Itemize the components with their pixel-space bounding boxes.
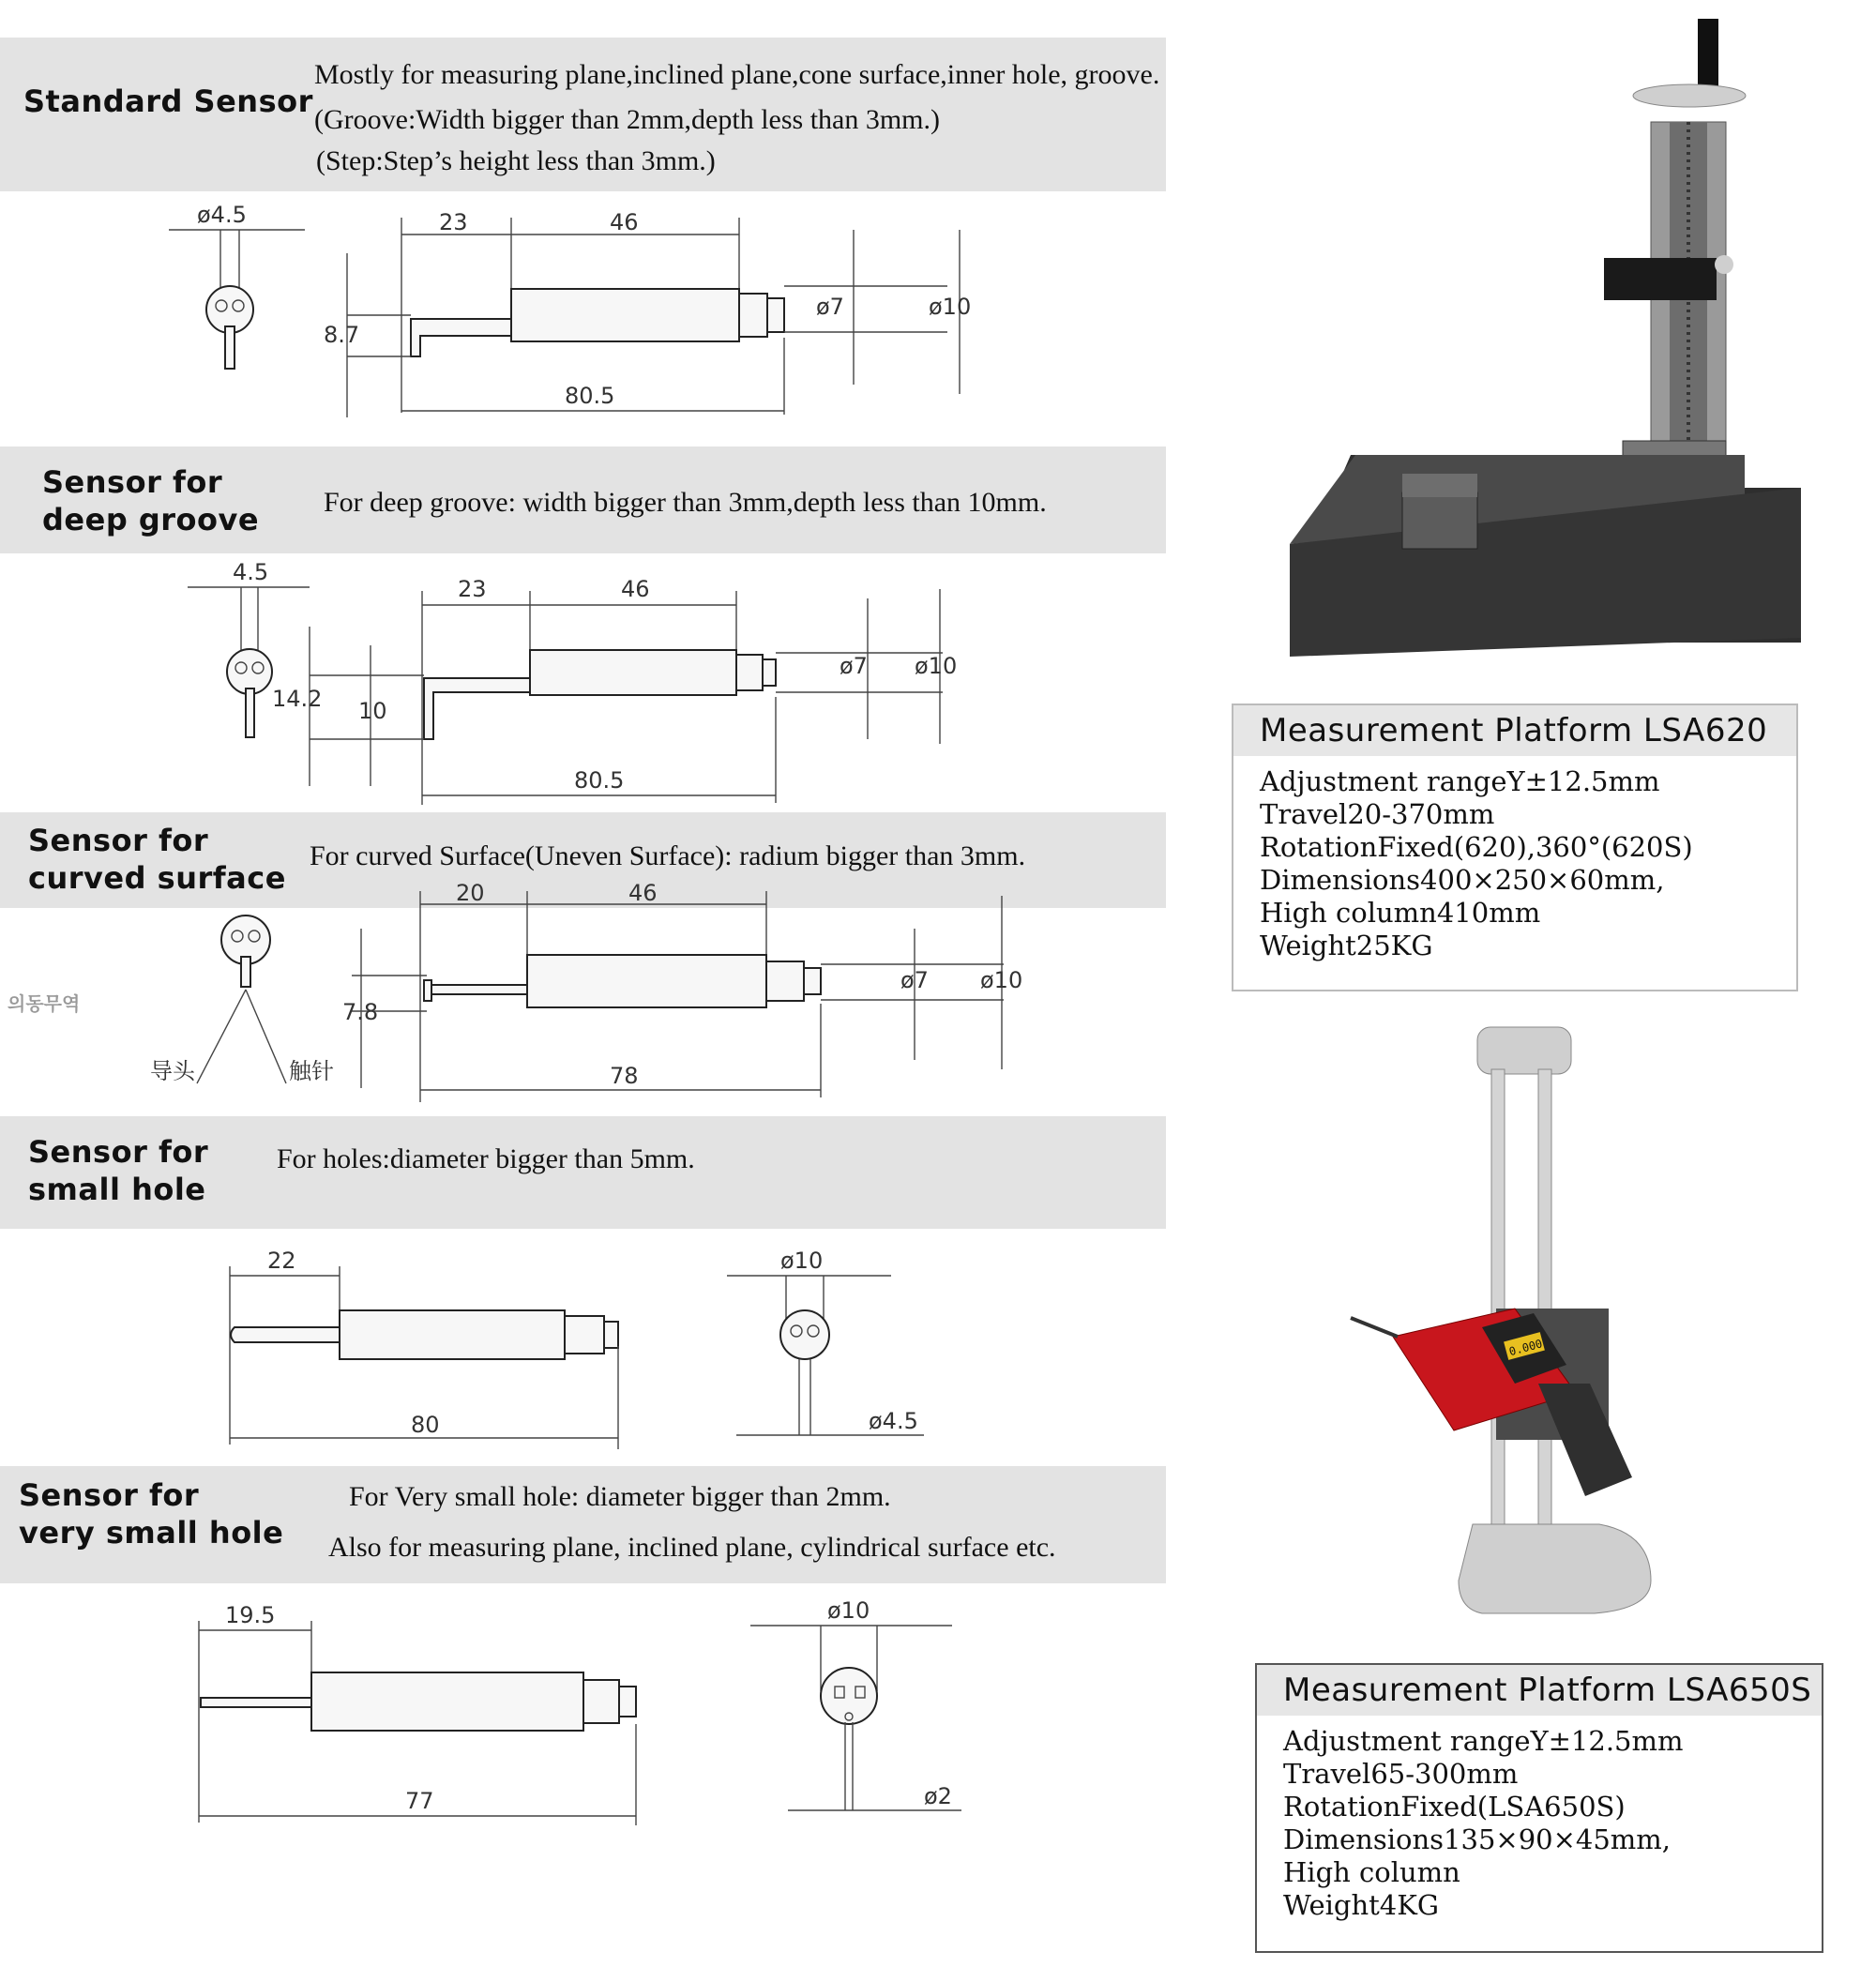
small-hole-title-line1: Sensor for bbox=[28, 1134, 209, 1170]
curved-surface-title-line1: Sensor for bbox=[28, 823, 209, 858]
dim-7-8: 7.8 bbox=[342, 999, 379, 1025]
very-small-hole-title-line1: Sensor for bbox=[19, 1477, 200, 1513]
dim-46: 46 bbox=[610, 209, 639, 235]
standard-sensor-drawing bbox=[159, 197, 1004, 431]
dim-4-5: 4.5 bbox=[233, 559, 269, 585]
dim-tip: ø4.5 bbox=[869, 1408, 918, 1434]
small-hole-desc: For holes:diameter bigger than 5mm. bbox=[277, 1143, 695, 1174]
standard-sensor-title: Standard Sensor bbox=[23, 83, 313, 119]
device-display: 0.000 bbox=[1507, 1337, 1544, 1359]
very-small-hole-desc-1: For Very small hole: diameter bigger than 2mm. bbox=[349, 1481, 891, 1512]
dim-d7: ø7 bbox=[900, 967, 929, 993]
dim-tip: ø4.5 bbox=[197, 202, 247, 228]
dim-23: 23 bbox=[439, 209, 468, 235]
dim-d7: ø7 bbox=[840, 653, 868, 679]
dim-14-2: 14.2 bbox=[272, 686, 323, 712]
guide-label: 导头 bbox=[150, 1058, 195, 1084]
dim-46: 46 bbox=[628, 880, 658, 906]
lsa650s-spec-column: High column bbox=[1283, 1856, 1460, 1888]
dim-d10: ø10 bbox=[915, 653, 958, 679]
dim-23: 23 bbox=[458, 576, 487, 602]
standard-sensor-desc-1: Mostly for measuring plane,inclined plane,cone surface,inner hole, groove. bbox=[314, 59, 1160, 90]
lsa620-spec-dimensions: Dimensions400×250×60mm, bbox=[1260, 864, 1665, 896]
lsa620-spec-travel: Travel20-370mm bbox=[1260, 798, 1495, 830]
curved-surface-title-line2: curved surface bbox=[28, 860, 286, 896]
lsa650s-spec-adjustment: Adjustment rangeY±12.5mm bbox=[1283, 1725, 1684, 1757]
lsa620-title: Measurement Platform LSA620 bbox=[1233, 705, 1796, 756]
small-hole-drawing bbox=[216, 1243, 966, 1459]
small-hole-title-line2: small hole bbox=[28, 1172, 206, 1207]
dim-8-7: 8.7 bbox=[324, 322, 360, 348]
curved-surface-drawing bbox=[141, 880, 1032, 1107]
lsa620-spec-weight: Weight25KG bbox=[1260, 930, 1433, 961]
standard-sensor-desc-3: (Step:Step’s height less than 3mm.) bbox=[316, 145, 716, 176]
very-small-hole-drawing bbox=[188, 1593, 994, 1837]
deep-groove-title-line1: Sensor for bbox=[42, 464, 223, 500]
deep-groove-desc: For deep groove: width bigger than 3mm,depth less than 10mm. bbox=[324, 487, 1047, 518]
dim-22: 22 bbox=[267, 1248, 296, 1274]
dim-78: 78 bbox=[610, 1063, 639, 1089]
deep-groove-drawing bbox=[178, 561, 1004, 805]
curved-surface-title bbox=[28, 822, 286, 897]
lsa620-platform-image bbox=[1294, 19, 1763, 675]
lsa650s-platform-image bbox=[1341, 1027, 1660, 1627]
lsa650s-title: Measurement Platform LSA650S bbox=[1257, 1665, 1822, 1716]
small-hole-title bbox=[28, 1133, 208, 1208]
very-small-hole-desc-2: Also for measuring plane, inclined plane, cylindrical surface etc. bbox=[328, 1532, 1056, 1563]
lsa650s-spec-rotation: RotationFixed(LSA650S) bbox=[1283, 1791, 1626, 1823]
dim-d10: ø10 bbox=[980, 967, 1023, 993]
dim-d10: ø10 bbox=[929, 294, 972, 320]
watermark-text: 의동무역 bbox=[8, 992, 81, 1015]
lsa650s-spec-dimensions: Dimensions135×90×45mm, bbox=[1283, 1823, 1672, 1855]
dim-tip: ø2 bbox=[924, 1783, 952, 1809]
stylus-label: 触针 bbox=[289, 1058, 334, 1084]
deep-groove-title-line2: deep groove bbox=[42, 502, 260, 537]
lsa620-spec-adjustment: Adjustment rangeY±12.5mm bbox=[1260, 765, 1660, 797]
lsa620-spec-column: High column410mm bbox=[1260, 897, 1541, 929]
curved-surface-desc: For curved Surface(Uneven Surface): radium bigger than 3mm. bbox=[310, 840, 1026, 871]
dim-d10: ø10 bbox=[827, 1597, 870, 1624]
dim-80: 80 bbox=[411, 1412, 440, 1438]
standard-sensor-desc-2: (Groove:Width bigger than 2mm,depth less than 3mm.) bbox=[314, 104, 941, 135]
dim-d7: ø7 bbox=[816, 294, 844, 320]
dim-77: 77 bbox=[405, 1788, 434, 1814]
dim-80-5: 80.5 bbox=[574, 767, 625, 794]
dim-10: 10 bbox=[358, 698, 387, 724]
very-small-hole-title bbox=[19, 1476, 283, 1551]
lsa620-spec-rotation: RotationFixed(620),360°(620S) bbox=[1260, 831, 1693, 863]
dim-20: 20 bbox=[456, 880, 485, 906]
deep-groove-title bbox=[42, 463, 259, 538]
lsa650s-spec-box bbox=[1255, 1663, 1823, 1953]
dim-19-5: 19.5 bbox=[225, 1602, 276, 1628]
dim-46: 46 bbox=[621, 576, 650, 602]
lsa650s-spec-weight: Weight4KG bbox=[1283, 1889, 1440, 1921]
lsa650s-spec-travel: Travel65-300mm bbox=[1283, 1758, 1519, 1790]
lsa620-spec-box bbox=[1232, 704, 1798, 991]
dim-80-5: 80.5 bbox=[565, 383, 615, 409]
very-small-hole-title-line2: very small hole bbox=[19, 1515, 284, 1551]
dim-d10: ø10 bbox=[780, 1248, 824, 1274]
